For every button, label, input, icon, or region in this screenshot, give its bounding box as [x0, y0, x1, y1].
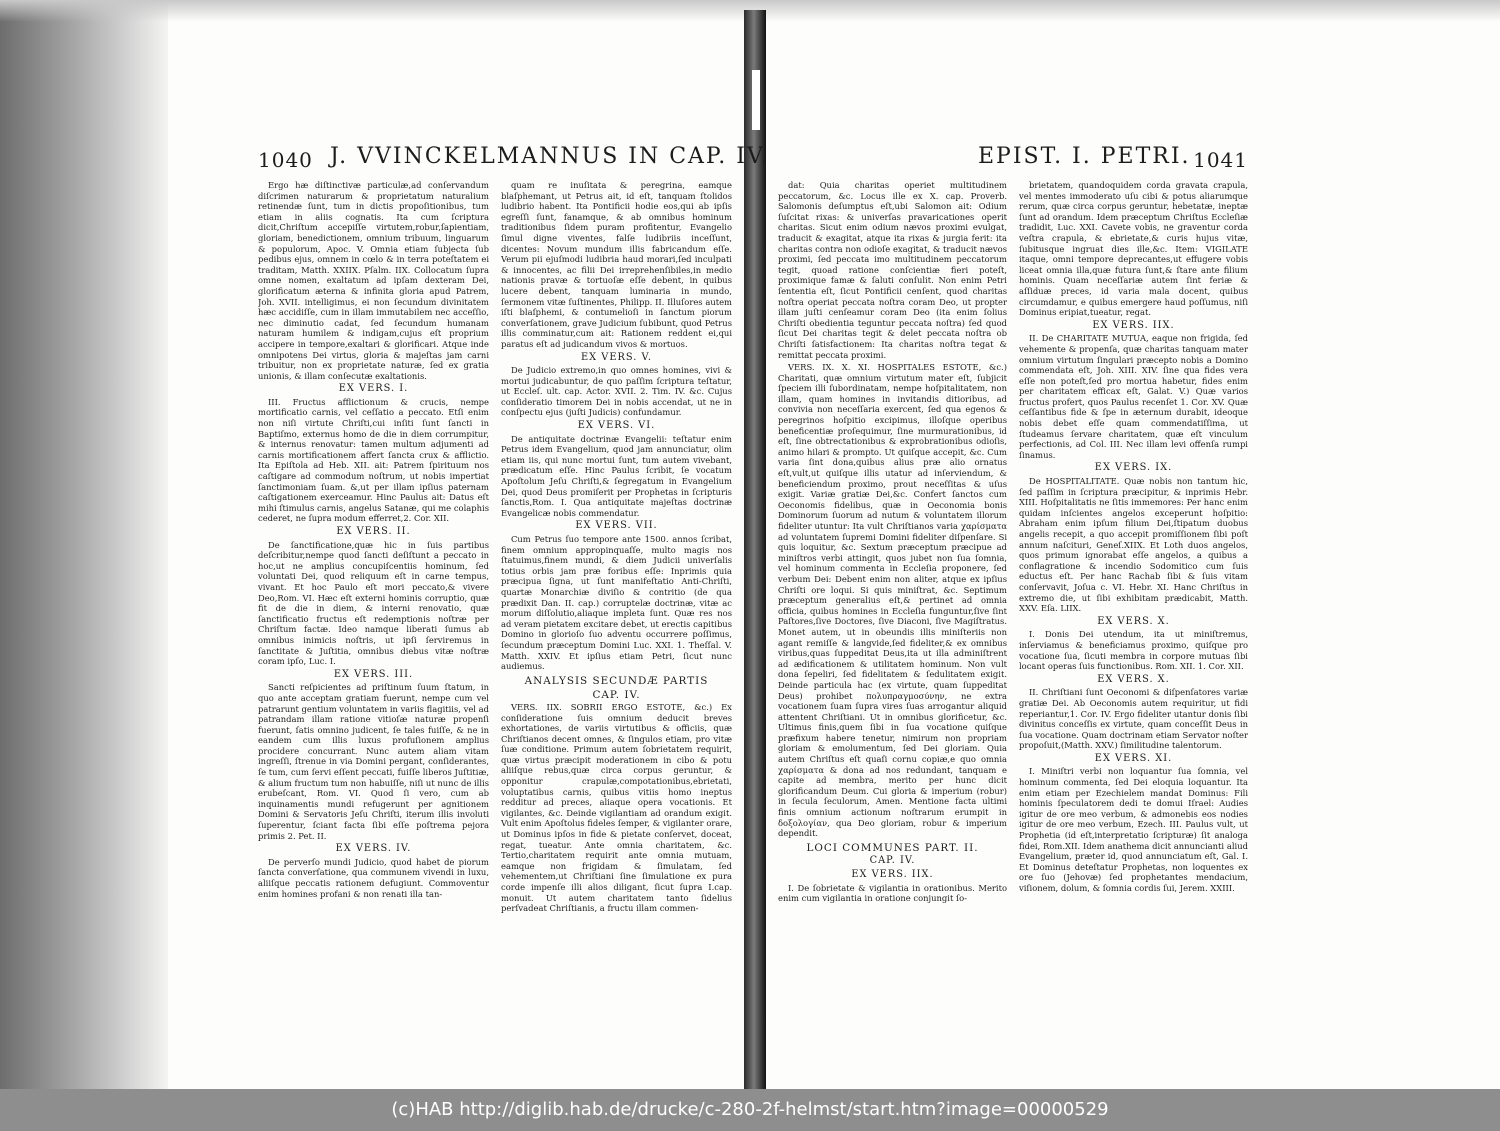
scan-edge-shadow: [0, 0, 168, 1089]
gutter-highlight: [752, 70, 760, 130]
analysis-heading: ANALYSIS SECUNDÆ PARTIS: [524, 674, 709, 687]
paragraph: De HOSPITALITATE. Quæ nobis non tantum hic, ſed paſſim in ſcriptura præcipitur, & inprimis Hebr. XIII. Hoſpitalitatis ne ſitis immemores: Per hanc enim quidam inſcientes angelos exceperunt hoſpitio: Abraham enim ipſum filium Dei,ſtipatum duobus angelis recepit, a quo accepit promiſſionem ſibi poſt annum naſcituri, Geneſ.XIIX. Et Loth duos angelos, quos primum ignorabat eſſe angelos, a quibus a conflagratione & incendio Sodomitico cum ſuis eductus eſt. Per hanc Rachab ſibi & ſuis vitam conſervavit, Joſua c. VI. Hebr. XI. Hanc Chriſtus in extremo die, ut ſibi exhibitam prædicabit, Matth. XXV. Eſa. LIIX.: [1019, 476, 1248, 614]
section-heading: EX VERS. I.: [338, 383, 409, 395]
section-heading: EX VERS. IIX.: [1092, 319, 1175, 331]
left-page-columns: [258, 180, 732, 1089]
section-heading: EX VERS. III.: [333, 668, 414, 680]
left-running-head: J. VVINCKELMANNUS IN CAP. IV.: [330, 144, 770, 169]
paragraph: quam re inuſitata & peregrina, eamque blaſphemant, ut Petrus ait, id eſt, tanquam ſtolidos ludibrio habent. Ita Pontificii hodie eos,qui ab ipſis egreſſi ſunt, fanamque, & ab omnibus hominum traditionibus ſidem puram profitentur, Evangelio ſimul digne viventes, falſe ludibriis inceſſunt, dicentes: Novum mundum illis fabricandum eſſe. Verum pii ejuſmodi ludibria haud morari,ſed inculpati & innocentes, ac filii Dei irreprehenſibiles,in medio nationis pravæ & tortuoſæ eſſe debent, in quibus lucere debent, tanquam luminaria in mundo, ſermonem vitæ ſuſtinentes, Philipp. II. Illuſores autem iſti blaſphemi, & contumelioſi in ſanctum piorum converſationem, grave Judicium ſubibunt, quod Petrus illis comminatur,cum ait: Rationem reddent ei,qui paratus eſt ad judicandum vivos & mortuos.: [501, 180, 732, 349]
paragraph: III. Fructus afflictionum & crucis, nempe mortificatio carnis, vel ceſſatio a peccato. Etſi enim non niſi virtute Chriſti,cui inſiti ſunt ſancti in Baptiſmo, externus homo de die in diem corrumpitur, & internus renovatur: tamen multum adjumenti ad carnis mortificationem affert ſancta crux & afflictio. Ita Epiſtola ad Heb. XII. ait: Patrem ſpirituum nos caſtigare ad commodum noſtrum, ut nobis impertiat ſanctimoniam ſuam. &,ut per illam ipſius paternam caſtigationem exerceamur. Hinc Paulus ait: Datus eſt mihi ſtimulus carnis, angelus Satanæ, qui me colaphis cederet, ne ſupra modum efferret,2. Cor. XII.: [258, 396, 489, 524]
section-heading: EX VERS. XI.: [1094, 752, 1173, 764]
chapter-heading: CAP. IV.: [869, 855, 916, 867]
paragraph: dat: Quia charitas operiet multitudinem peccatorum, &c. Locus ille ex X. cap. Proverb. Salomonis deſumptus eſt,ubi Salomon ait: Odium ſuſcitat rixas: & univerſas pravaricationes operit charitas. Sicut enim odium nævos proximi evulgat, traducit & exagitat, atque ita rixas & jurgia ferit: ita charitas contra non odioſe exagitat, & traducit nævos proximi, ſed peccata imo multitudinem peccatorum tegit, quoad ratione conſcientiæ fieri poteſt, proximique famæ & ſaluti conſulit. Non enim Petri ſententia eſt, ſicut Pontificii cenſent, quod charitas noſtra operiat peccata noſtra coram Deo, ut propter illam juſti cenſeamur coram Deo (ita enim ſolius Chriſti obedientia teguntur peccata noſtra) ſed quod ſicut Dei charitas tegit & delet peccata noſtra ob Chriſti ſatisfactionem: Ita charitas noſtra tegat & remittat peccata proximi.: [778, 180, 1007, 360]
section-heading: EX VERS. X.: [1097, 673, 1170, 685]
right-page-number: 1041: [1193, 148, 1248, 172]
paragraph: Cum Petrus ſuo tempore ante 1500. annos ſcribat, finem omnium appropinquaſſe, multo magis nos ſtatuimus,finem mundi, & diem Judicii univerſalis totius orbis jam præ foribus eſſe: Inprimis quia præcipua ſigna, ut ſunt manifeſtatio Anti-Chriſti, quartæ Monarchiæ diviſio & contritio (de qua prædixit Dan. II. cap.) corruptelæ doctrinæ, vitæ ac morum diſſolutio,aliaque impleta ſunt. Quæ res nos ad veram pietatem excitare debet, ut erectis capitibus Domino in glorioſo ſuo adventu occurrere poſſimus, ſecundum præceptum Domini Luc. XXI. 1. Theſſal. V. Matth. XXIV. Et ipſius etiam Petri, ſicut nunc audiemus.: [501, 534, 732, 672]
chapter-heading: CAP. IV.: [592, 689, 641, 702]
right-page-columns: [778, 180, 1248, 1089]
paragraph: De perverſo mundi Judicio, quod habet de piorum ſancta converſatione, qua communem vivendi in luxu, aliiſque peccatis rationem defugiunt. Commoventur enim homines profani & non renati illa tan-: [258, 856, 489, 899]
section-heading: EX VERS. II.: [336, 526, 411, 537]
paragraph: Ergo hæ diſtinctivæ particulæ,ad conſervandum diſcrimen naturarum & proprietatum naturalium retinendæ ſunt, tum in dictis propoſitionibus, tum etiam in aliis cognatis. Ita cum ſcriptura dicit,Chriſtum accepiſſe virtutem,robur,ſapientiam, gloriam, benedictionem, omnium tribuum, linguarum & populorum, Apoc. V. Omnia etiam ſubjecta ſub pedibus ejus, omnem in cœlo & in terra poteſtatem ei traditam, Matth. XXIIX. Pſalm. IIX. Collocatum ſupra omne nomen, exaltatum ad ipſam dexteram Dei, glorificatum æterna & infinita gloria apud Patrem, Joh. XVII. intelligimus, ei non ſecundum divinitatem hæc accidiſſe, cum in illam immutabilem nec acceſſio, nec diminutio cadat, ſed ſecundum humanam naturam humilem & indigam,cujus eſt proprium accipere in tempore,exaltari & glorificari. Atque inde omnipotens Dei virtus, gloria & majeſtas jam carni tribuitur, non ex proprietate naturæ, ſed ex gratia unionis, & illam conſecutæ exaltationis.: [258, 180, 489, 381]
loci-heading: LOCI COMMUNES PART. II.: [806, 841, 979, 854]
right-column-2: [1019, 180, 1248, 1089]
paragraph: De Judicio extremo,in quo omnes homines, vivi & mortui judicabuntur, de quo paſſim ſcriptura teſtatur, ut Eccleſ. ult. cap. Actor. XVII. 2. Tim. IV. &c. Cujus conſideratio timorem Dei in nobis accendat, ut ne in conſpectu ejus (juſti Judicis) confundamur.: [501, 365, 732, 418]
section-heading: EX VERS. IX.: [1094, 462, 1173, 474]
left-page: [258, 140, 770, 1089]
section-heading: EX VERS. X.: [1097, 615, 1170, 627]
paragraph: De antiquitate doctrinæ Evangelii: teſtatur enim Petrus idem Evangelium, quod jam annunciatur, olim etiam iis, qui nunc mortui ſunt, tum autem vivebant, prædicatum eſſe. Hinc Paulus ſcribit, ſe vocatum Apoſtolum Jeſu Chriſti,& ſegregatum in Evangelium Dei, quod Deus promiſerit per Prophetas in ſcripturis ſanctis,Rom. I. Qua antiquitate majeſtas doctrinæ Evangelicæ nobis commendatur.: [501, 433, 732, 518]
section-heading: EX VERS. VII.: [575, 520, 658, 532]
paragraph: II. De CHARITATE MUTUA, eaque non frigida, ſed vehemente & propenſa, quæ charitas tanquam mater omnium virtutum ſingulari præcepto nobis a Domino commendata eſt, Joh. XIII. XIV. ſine qua fides vera eſſe non poteſt,ſed pro mortua habetur, fides enim per charitatem efficax eſt, Galat. V.) Quæ varios fructus profert, quos Paulus recenſet 1. Cor. XV. Quæ ceſſantibus fide & ſpe in æternum durabit, ideoque nobis debet eſſe quam commendatiſſima, ut ſtudeamus ſervare charitatem, quæ eſt vinculum perfectionis, ad Col. III. Nec illam levi offenſa rumpi ſinamus.: [1019, 333, 1248, 460]
paragraph: II. Chriſtiani ſunt Oeconomi & diſpenſatores variæ gratiæ Dei. Ab Oeconomis autem requiritur, ut fidi reperiantur,1. Cor. IV. Ergo fideliter utantur donis ſibi divinitus conceſſis ex virtute, quam conceſſit Deus in ſua vocatione. Quam doctrinam etiam Servator noſter propoſuit,(Matth. XXV.) ſimilitudine talentorum.: [1019, 687, 1248, 751]
right-column-1: [778, 180, 1007, 1089]
right-running-head: EPIST. I. PETRI.: [978, 144, 1191, 169]
paragraph: I. Donis Dei utendum, ita ut miniſtremus, inſerviamus & beneficiamus proximo, quiſque pro vocatione ſua, ſicuti membra in corpore mutuas ſibi locant operas ſuis functionibus. Rom. XII. 1. Cor. XII.: [1019, 629, 1248, 672]
source-credit-bar: [0, 1089, 1500, 1131]
section-heading: EX VERS. IV.: [335, 843, 412, 855]
book-gutter: [744, 10, 766, 1089]
paragraph: VERS. IX. X. XI. HOSPITALES ESTOTE, &c.) Charitati, quæ omnium virtutum mater eſt, ſubjicit ſpeciem illi ſubordinatam, nempe hoſpitalitatem, non illam, quam homines in invitandis ditioribus, ad convivia non neceſſaria exercent, ſed qua egenos & peregrinos hoſpitio excipimus, illoſque operibus beneficentiæ proſequimur, ſine murmurationibus, id eſt, ſine obtrectationibus & exprobrationibus odioſis, animo hilari & prompto. Ut quiſque accepit, &c. Cum varia ſint dona,quibus alius præ alio ornatus eſt,vult,ut quiſque illis utatur ad inſerviendum, & beneficiendum proximo, prout neceſſitas & uſus exigit. Variæ gratiæ Dei,&c. Confert ſanctos cum Oeconomis fidelibus, quæ in Oeconomia bonis Dominorum ſuorum ad nutum & voluntatem illorum fideliter utuntur: Ita vult Chriſtianos varia χαρίσματα ad voluntatem ſupremi Domini fideliter diſpenſare. Si quis loquitur, &c. Sextum præceptum præcipue ad miniſtros verbi attingit, quos jubet non ſua ſomnia, vel hominum commenta in Eccleſia proponere, ſed verbum Dei: Debent enim non aliter, atque ex ipſius Chriſti ore loqui. Si quis miniſtrat, &c. Septimum præceptum generalius eſt,& pertinet ad omnia officia, quibus homines in Eccleſia funguntur,ſive ſint Paſtores,ſive Doctores, ſive Diaconi, ſive Magiſtratus. Monet autem, ut in obeundis illis miniſteriis non agant remiſſe & langvide,ſed fideliter,& ex omnibus viribus,quas ſuppeditat Deus,ita ut illa adminiſtrent ad ædificationem & utilitatem hominum. Non vult dona ſepeliri, ſed fidelitatem & ſedulitatem exigit. Deinde particula hac (ex virtute, quam ſuppeditat Deus) prohibet πολυπραγμοσύνην, ne extra vocationem ſuam ſupra vires ſuas arrogantur aliquid attentent Chriſtiani. Ut in omnibus glorificetur, &c. Ultimus finis,quem ſibi in ſua vocatione quiſque præfixum habere tenetur, nimirum non propriam gloriam & emolumentum, ſed Dei gloriam. Quia autem Chriſtus eſt quaſi cornu copiæ,e quo omnia χαρίσματα & dona ad nos redundant, tanquam e capite ad membra, merito per hunc dicit glorificandum Deum. Cui gloria & imperium (robur) in ſecula ſeculorum, Amen. Mentione facta ultimi finis omnium actionum noſtrarum erumpit in δοξολογίαν, qua Deo gloriam, robur & imperium dependit.: [778, 362, 1007, 839]
paragraph: I. De ſobrietate & vigilantia in orationibus. Merito enim cum vigilantia in oratione conjungit ſo-: [778, 882, 1007, 904]
right-page-header: [778, 140, 1248, 176]
section-heading: EX VERS. IIX.: [851, 869, 934, 880]
left-page-number: 1040: [258, 148, 313, 172]
section-heading: EX VERS. VI.: [577, 420, 656, 432]
paragraph: I. Miniſtri verbi non loquantur ſua ſomnia, vel hominum commenta, ſed Dei eloquia loquantur. Ita enim etiam per Ezechielem mandat Dominus: Fili hominis ſpeculatorem dedi te domui Iſrael: Audies igitur de ore meo verbum, & admonebis eos nodies igitur de ore meo verbum, Ezech. III. Paulus vult, ut Prophetia (id eſt,interpretatio ſcripturæ) ſit analoga fidei, Rom.XII. Idem anathema dicit annuncianti aliud Evangelium, præter id, quod annunciatum eſt, Gal. I. Et Dominus deteſtatur Prophetas, non loquentes ex ore ſuo (Jehovæ) ſed prophetantes mendacium, viſionem, dolum, & ſomnia cordis ſui, Jerem. XXIII.: [1019, 766, 1248, 893]
section-heading: EX VERS. V.: [581, 351, 652, 363]
left-column-1: [258, 180, 489, 1089]
left-page-header: [258, 140, 770, 176]
paragraph: De ſanctificatione,quæ hic in ſuis partibus deſcribitur,nempe quod ſancti deſiſtunt a peccato in hoc,ut ne amplius concupiſcentiis hominum, ſed voluntati Dei, quod reliquum eſt in carne tempus, vivant. Et hoc Paulo eſt mori peccato,& vivere Deo,Rom. VI. Hæc eſt externi hominis corruptio, quæ fit de die in diem, & interni renovatio, quæ ſanctificatio fructus eſt redemptionis noſtræ per Chriſtum factæ. Ideo namque liberati ſumus ab omnibus inimicis noſtris, ut ipſi ſerviremus in ſanctitate & Juſtitia, omnibus diebus vitæ noſtræ coram ipſo, Luc. I.: [258, 539, 489, 667]
paragraph: brietatem, quandoquidem corda gravata crapula, vel mentes immoderato uſu cibi & potus aliarumque rerum, quæ circa corpus geruntur, hebetatæ, ineptæ ſunt ad orandum. Idem præceptum Chriſtus Eccleſiæ tradidit, Luc. XXI. Cavete vobis, ne graventur corda veſtra crapula, & ebrietate,& curis hujus vitæ, ſubitusque ingruat dies ille,&c. Item: VIGILATE itaque, omni tempore deprecantes,ut effugere vobis liceat omnia illa,quæ futura ſunt,& ſtare ante filium hominis. Quam neceſſariæ autem ſint feriæ & aſſiduæ preces, id varia mala docent, quibus circumdamur, e quibus emergere haud poſſumus, niſi Dominus eripiat,tueatur, regat.: [1019, 180, 1248, 318]
paragraph: Sancti reſpicientes ad priſtinum ſuum ſtatum, in quo ante acceptam gratiam fuerunt, nempe cum vel patrarunt gentium voluntatem in variis flagitiis, vel ad patrandam illam ratione vitioſæ naturæ propenſi fuerunt, ſatis omnino judicent, ſe tales fuiſſe, & ne in eandem cum illis luxus profuſionem amplius procidere concurrant. Nunc autem aliam vitam ingreſſi, ſtrenue in via Domini pergant, conſiderantes, ſe tum, cum ſervi eſſent peccati, fuiſſe liberos Juſtitiæ, & alium fructum tum non habuiſſe, niſi ut nunc de illis erubeſcant, Rom. VI. Quod ſi vero, cum ab inquinamentis mundi refugerunt per agnitionem Domini & Servatoris Jeſu Chriſti, iterum illis involuti ſuperentur, ſciant facta ſibi eſſe poſtrema pejora primis 2. Pet. II.: [258, 682, 489, 841]
right-page: [778, 140, 1248, 1089]
left-column-2: [501, 180, 732, 1089]
source-credit-text: (c)HAB http://diglib.hab.de/drucke/c-280-2f-helmst/start.htm?image=00000529: [391, 1099, 1109, 1120]
paragraph: VERS. IIX. SOBRII ERGO ESTOTE, &c.) Ex conſideratione ſuis omnium deducit breves exhortationes, de variis virtutibus & officiis, quæ Chriſtianos decent omnes, & ſingulos etiam, pro vitæ ſuæ conditione. Primum autem ſobrietatem requirit, quæ virtus præcipit moderationem in cibo & potu aliiſque rebus,quæ circa corpus geruntur, & opponitur crapulæ,compotationibus,ebrietati, voluptatibus carnis, quibus vitiis homo ineptus redditur ad preces, aliaque opera vocationis. Et vigilantes, &c. Deinde vigilantiam ad orandum exigit. Vult enim Apoſtolus fideles ſemper, & vigilanter orare, ut Dominus ipſos in fide & pietate conſervet, doceat, regat, tueatur. Ante omnia charitatem, &c. Tertio,charitatem requirit ante omnia mutuam, eamque non frigidam & ſimulatam, ſed vehementem,ut Chriſtiani ſine ſimulatione ex pura corde impenſe illi alios diligant, ſicut ſupra I.cap. monuit. Ut autem charitatem tanto ſidelius perſvadeat Chriſtianis, a fructu illam commen-: [501, 701, 732, 914]
